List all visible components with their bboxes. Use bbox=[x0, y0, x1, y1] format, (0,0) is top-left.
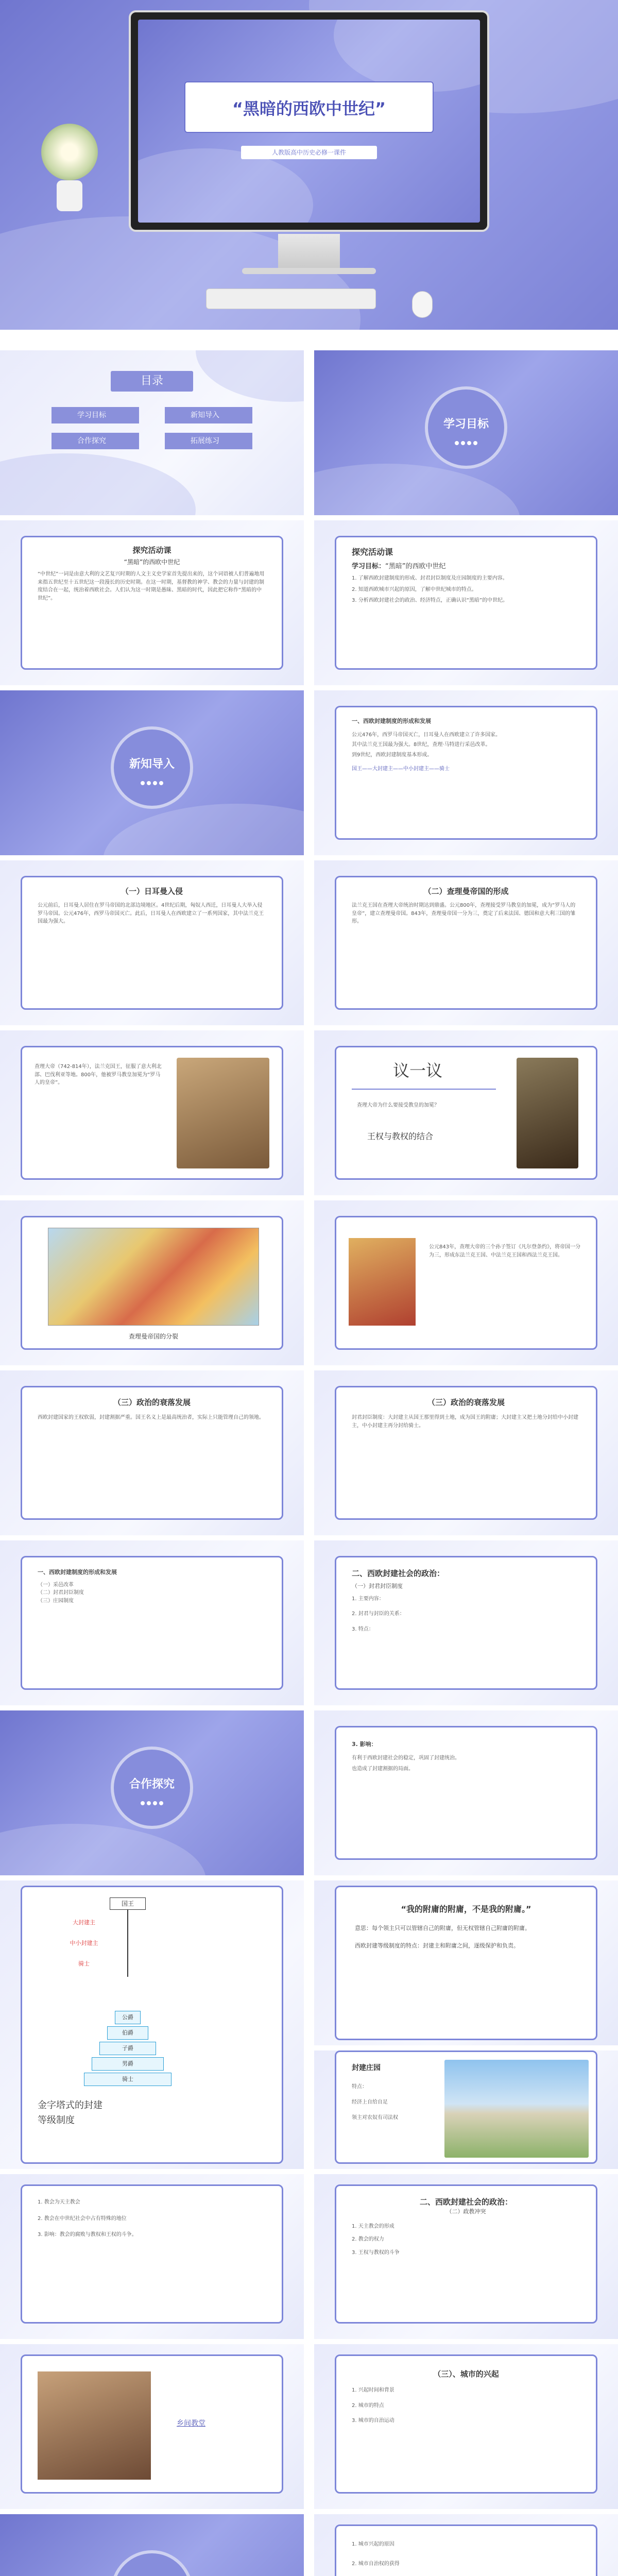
practice-item-2: 2. 城市自治权的获得 bbox=[352, 2561, 400, 2567]
section-explore-slide bbox=[0, 1710, 304, 1875]
map-right-card bbox=[335, 1216, 597, 1350]
goals-item-1: 1. 了解西欧封建制度的形成、封君封臣制度及庄园制度的主要内容。 bbox=[352, 575, 508, 581]
keyboard bbox=[206, 289, 376, 309]
cover-subtitle: 人教版高中历史必修一课件 bbox=[271, 149, 346, 156]
castle-item-1: 特点： bbox=[352, 2084, 367, 2090]
pyramid-level-2: 伯爵 bbox=[107, 2026, 148, 2040]
church-right-item-3: 3. 王权与教权的斗争 bbox=[352, 2249, 400, 2256]
politics2-right-card bbox=[335, 1556, 597, 1690]
cover-subtitle-bar bbox=[241, 146, 377, 159]
map-right-body: 公元843年，查理大帝的三个孙子签订《凡尔登条约》，将帝国一分为三，形成东法兰克王国、中法兰克王国和西法兰克王国。 bbox=[429, 1244, 581, 1258]
discuss-divider bbox=[352, 1089, 496, 1090]
church-left-slide bbox=[0, 2174, 304, 2339]
politics-right-card bbox=[335, 1386, 597, 1520]
flower-vase bbox=[36, 118, 103, 211]
intro-item-4: 到9世纪，西欧封建制度基本形成。 bbox=[352, 752, 433, 758]
intro-right-slide bbox=[314, 690, 618, 855]
king-card bbox=[21, 1046, 283, 1180]
discuss-card bbox=[335, 1046, 597, 1180]
pyramid-card bbox=[21, 1886, 283, 2164]
intro-item-1: 一、西欧封建制度的形成和发展 bbox=[352, 718, 431, 724]
king-slide bbox=[0, 1030, 304, 1195]
history-body: 公元前后，日耳曼人居住在罗马帝国的北部边境地区。4世纪后期，匈奴人西迁，日耳曼人大举入侵罗马帝国。公元476年，西罗马帝国灭亡。此后，日耳曼人在西欧建立了一系列国家，其中法兰克王国最为强大。 bbox=[38, 903, 264, 924]
church-left-item-1: 1. 教会为天主教会 bbox=[38, 2199, 80, 2205]
king-portrait bbox=[177, 1058, 269, 1168]
goals-left-subtitle: “黑暗”的西欧中世纪 bbox=[124, 558, 180, 566]
toc-item-1[interactable]: 学习目标 bbox=[52, 407, 139, 423]
section-intro-circle: 新知导入 bbox=[111, 726, 193, 809]
intro-right-card bbox=[335, 706, 597, 840]
section-practice-slide bbox=[0, 2514, 304, 2576]
feature-slide bbox=[314, 1710, 618, 1875]
feature-card bbox=[335, 1726, 597, 1860]
goals-left-card bbox=[21, 536, 283, 670]
quote-text: “我的附庸的附庸，不是我的附庸。” bbox=[401, 1904, 531, 1914]
practice-item-1: 1. 城市兴起的原因 bbox=[352, 2541, 394, 2547]
map-caption: 查理曼帝国的分裂 bbox=[128, 1333, 178, 1340]
feature-item-1: 3. 影响： bbox=[352, 1741, 377, 1748]
treaty-image bbox=[349, 1238, 416, 1326]
map-slide bbox=[0, 1200, 304, 1365]
image-left-card bbox=[21, 2354, 283, 2494]
goals-label: 学习目标： bbox=[352, 563, 386, 570]
castle-item-2: 经济上自给自足 bbox=[352, 2099, 388, 2105]
discuss-figure bbox=[517, 1058, 578, 1168]
section-goals-slide bbox=[314, 350, 618, 515]
practice-right-card bbox=[335, 2524, 597, 2576]
goals-label-text: “黑暗”的西欧中世纪 bbox=[385, 563, 446, 570]
section-practice-circle bbox=[111, 2550, 193, 2576]
church-right-heading: 二、西欧封建社会的政治： bbox=[419, 2197, 512, 2207]
goals-right-card bbox=[335, 536, 597, 670]
hierarchy-top: 国王 bbox=[110, 1897, 146, 1910]
politics-right-title: （三）政治的衰落发展 bbox=[427, 1398, 505, 1407]
goals-left-body: “中世纪”一词是由意大利的文艺复兴时期的人文主义史学家首先提出来的，这个词语被人们普遍地用来指五世纪至十五世纪这一段漫长的历史时期。在这一时期，基督教的神学、教会的力量与封建的制度结合在一起，统治着西欧社会。人们认为这一时期是愚昧、黑暗的时代，因此把它称作“黑暗的中世纪”。 bbox=[38, 571, 265, 601]
goals-item-3: 3. 分析西欧封建社会的政治、经济特点，正确认识“黑暗”的中世纪。 bbox=[352, 598, 508, 603]
politics2-right-item-2: 2. 封君与封臣的关系： bbox=[352, 1611, 405, 1617]
politics2-right-heading: 二、西欧封建社会的政治： bbox=[352, 1569, 445, 1578]
map-image bbox=[48, 1228, 259, 1326]
hierarchy-level-3: 骑士 bbox=[78, 1960, 90, 1967]
pyramid-level-1: 公爵 bbox=[115, 2011, 141, 2024]
monitor-base bbox=[242, 268, 376, 274]
politics-right-body: 封君封臣制度：大封建主从国王那里得到土地，成为国王的附庸；大封建主又把土地分封给中小封建主，中小封建主再分封给骑士。 bbox=[352, 1415, 578, 1429]
toc-item-3[interactable]: 合作探究 bbox=[52, 433, 139, 449]
hierarchy-line bbox=[127, 1910, 128, 1977]
church-left-card bbox=[21, 2184, 283, 2324]
castle-slide bbox=[314, 2050, 618, 2169]
city-item-3: 3. 城市的自治运动 bbox=[352, 2418, 394, 2424]
church-left-item-2: 2. 教会在中世纪社会中占有特殊的地位 bbox=[38, 2215, 127, 2222]
image-left-slide bbox=[0, 2344, 304, 2509]
goals-right-slide bbox=[314, 520, 618, 685]
history-slide bbox=[0, 860, 304, 1025]
section-intro-slide bbox=[0, 690, 304, 855]
feature-item-3: 也造成了封建割据的局面。 bbox=[352, 1766, 414, 1772]
cover-slide bbox=[0, 0, 618, 330]
church-left-item-3: 3. 影响：教会的腐败与教权和王权的斗争。 bbox=[38, 2232, 137, 2238]
politics-left-title: （三）政治的衰落发展 bbox=[113, 1398, 191, 1407]
city-item-2: 2. 城市的特点 bbox=[352, 2402, 384, 2409]
monitor-stand bbox=[278, 234, 340, 270]
discuss-note: 查理大帝为什么要接受教皇的加冕？ bbox=[357, 1103, 439, 1108]
toc-item-4[interactable]: 拓展练习 bbox=[165, 433, 252, 449]
city-slide bbox=[314, 2344, 618, 2509]
intro-item-3: 其中法兰克王国最为强大。8世纪，查理·马特进行采邑改革。 bbox=[352, 742, 491, 748]
cover-title-card bbox=[184, 81, 434, 133]
politics2-left-item-1: 一、西欧封建制度的形成和发展 bbox=[38, 1569, 117, 1575]
church-right-card bbox=[335, 2184, 597, 2324]
politics-right-slide bbox=[314, 1370, 618, 1535]
monitor-screen bbox=[138, 20, 480, 223]
quote-slide bbox=[314, 1880, 618, 2045]
discuss-slide bbox=[314, 1030, 618, 1195]
map-right-slide bbox=[314, 1200, 618, 1365]
politics2-left-item-2: （一）采邑改革 bbox=[38, 1582, 74, 1588]
section-goals-circle: 学习目标 bbox=[425, 386, 507, 469]
quote-feature: 西欧封建等级制度的特点：封建主和附庸之间，逐级保护和负责。 bbox=[355, 1942, 519, 1949]
christian-body: 法兰克王国在查理大帝统治时期达到鼎盛。公元800年，查理接受罗马教皇的加冕，成为“罗马人的皇帝”，建立查理曼帝国。843年，查理曼帝国一分为三，奠定了后来法国、德国和意大利三国的雏形。 bbox=[352, 903, 576, 924]
goals-right-title: 探究活动课 bbox=[352, 547, 393, 557]
quote-meaning: 意思：每个领主只可以管辖自己的附庸，但无权管辖自己附庸的附庸。 bbox=[355, 1925, 530, 1931]
discuss-question: 王权与教权的结合 bbox=[367, 1131, 434, 1141]
quote-card bbox=[335, 1886, 597, 2040]
goals-left-title: 探究活动课 bbox=[132, 546, 171, 555]
mouse bbox=[412, 291, 433, 318]
toc-title: 目录 bbox=[140, 375, 163, 387]
church-right-sub: （二）政教冲突 bbox=[446, 2208, 486, 2215]
goals-left-slide bbox=[0, 520, 304, 685]
intro-item-2: 公元476年，西罗马帝国灭亡，日耳曼人在西欧建立了许多国家。 bbox=[352, 732, 501, 738]
pyramid-label: 金字塔式的封建等级制度 bbox=[38, 2100, 102, 2126]
toc-title-box bbox=[111, 371, 193, 392]
pyramid-slide bbox=[0, 1880, 304, 2169]
city-card bbox=[335, 2354, 597, 2494]
discuss-title: 议一议 bbox=[393, 1061, 443, 1080]
politics-left-card bbox=[21, 1386, 283, 1520]
pyramid-level-4: 男爵 bbox=[92, 2057, 164, 2071]
church-right-slide bbox=[314, 2174, 618, 2339]
politics2-left-item-3: （二）封君封臣制度 bbox=[38, 1590, 84, 1596]
practice-right-slide bbox=[314, 2514, 618, 2576]
christian-title: （二）查理曼帝国的形成 bbox=[423, 887, 509, 896]
city-title: （三）、城市的兴起 bbox=[433, 2369, 499, 2379]
hierarchy-level-1: 大封建主 bbox=[73, 1919, 95, 1926]
church-right-item-1: 1. 天主教会的形成 bbox=[352, 2223, 394, 2229]
christian-slide bbox=[314, 860, 618, 1025]
king-body: 查理大帝（742-814年），法兰克国王，征服了意大利北部、巴伐利亚等地。800年，他被罗马教皇加冕为“罗马人的皇帝”。 bbox=[35, 1064, 162, 1086]
intro-item-5: 国王——大封建主——中小封建主——骑士 bbox=[352, 766, 450, 772]
politics2-right-sub: （一）封君封臣制度 bbox=[352, 1583, 403, 1589]
politics2-right-item-3: 3. 特点： bbox=[352, 1626, 374, 1632]
section-explore-circle: 合作探究 bbox=[111, 1747, 193, 1829]
painting-image bbox=[38, 2371, 151, 2480]
cover-title: “黑暗的西欧中世纪” bbox=[232, 99, 386, 118]
history-card bbox=[21, 876, 283, 1010]
goals-item-2: 2. 知道西欧城市兴起的原因，了解中世纪城市的特点。 bbox=[352, 586, 477, 592]
politics-left-slide bbox=[0, 1370, 304, 1535]
hierarchy-level-2: 中小封建主 bbox=[70, 1940, 98, 1946]
map-card bbox=[21, 1216, 283, 1350]
toc-slide bbox=[0, 350, 304, 515]
pyramid-level-5: 骑士 bbox=[84, 2073, 171, 2086]
politics2-left-card bbox=[21, 1556, 283, 1690]
castle-card bbox=[335, 2050, 597, 2164]
castle-item-3: 领主对农奴有司法权 bbox=[352, 2115, 398, 2121]
castle-image bbox=[444, 2060, 589, 2158]
politics2-left-item-4: （三）庄园制度 bbox=[38, 1598, 74, 1604]
feature-item-2: 有利于西欧封建社会的稳定，巩固了封建统治。 bbox=[352, 1755, 460, 1761]
image-caption[interactable]: 乡间教堂 bbox=[177, 2419, 205, 2428]
church-right-item-2: 2. 教会的权力 bbox=[352, 2236, 384, 2243]
city-item-1: 1. 兴起时间和背景 bbox=[352, 2387, 394, 2393]
politics-left-body: 西欧封建国家的王权软弱，封建割据严重。国王名义上是最高统治者，实际上只能管理自己的领地。 bbox=[38, 1415, 264, 1420]
politics2-left-slide bbox=[0, 1540, 304, 1705]
toc-item-2[interactable]: 新知导入 bbox=[165, 407, 252, 423]
politics2-right-slide bbox=[314, 1540, 618, 1705]
pyramid-level-3: 子爵 bbox=[99, 2042, 156, 2055]
castle-title: 封建庄园 bbox=[352, 2064, 381, 2072]
christian-card bbox=[335, 876, 597, 1010]
history-title: （一）日耳曼入侵 bbox=[121, 887, 183, 896]
politics2-right-item-1: 1. 主要内容： bbox=[352, 1596, 384, 1602]
